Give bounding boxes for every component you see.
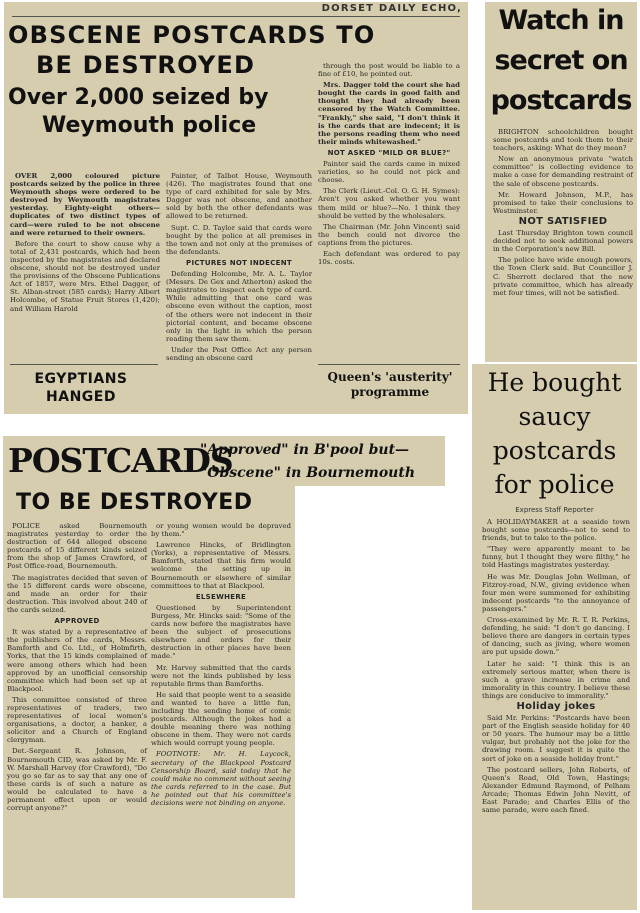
lead-paragraph: OVER 2,000 coloured picture postcards seized by the police in three Weymouth shops were ordered to be destroyed by Weymouth magistrates yesterday. Eighty-eight others—duplicates of two distinct types of card—were ruled to be not obscene and were returned to their owners. [10, 172, 160, 237]
subheading: NOT SATISFIED [518, 215, 608, 227]
headline-line-2: saucy [518, 402, 591, 431]
article-column-1 [7, 522, 147, 894]
masthead: DORSET DAILY ECHO, [321, 3, 462, 14]
deck-approved-blackpool: "Approved" in B'pool but— [200, 442, 410, 458]
paragraph: Questioned by Superintendent Burgess, Mr. Hincks said: "Some of the cards now before the magistrates have been the subject of prosecutions elsewhere and orders for their destruction in other places have been made." [151, 603, 291, 661]
paragraph: The Clerk (Lieut.-Col. O. G. H. Symes): Aren't you asked whether you want them mild or blue?—No. I think they should be vetted by the wholesalers. [318, 187, 460, 220]
headline-line-1: Watch in [498, 5, 624, 36]
paragraph: It was stated by a representative of the publishers of the cards, Messrs. Bamforth and Co. Ltd., of Holmfirth, Yorks, that the 15 kinds complained of were among others which had been approved by an unofficial censorship committee which had been set up at Blackpool. [7, 628, 147, 693]
to-be-destroyed-headline: TO BE DESTROYED [16, 490, 253, 515]
clipping-dorset-echo [4, 2, 468, 414]
paragraph: Last Thursday Brighton town council decided not to seek additional powers in the Corporation's new Bill. [493, 229, 633, 254]
paragraph: Before the court to show cause why a total of 2,431 postcards, which had been inspected by the magistrates and declared obscene, should not be destroyed under the provisions of the Obscene Publications Act of 1857, were Mrs. Ethel Dagger, of St. Alban-street (585 cards); Harry Albert Holcombe, of Statue Fruit Stores (1,420); and William Harold [10, 239, 160, 313]
paragraph: through the post would be liable to a fine of £10, he pointed out. [318, 62, 460, 79]
paragraph: Mr. Howard Johnson, M.P., has promised to take their conclusions to Westminster. [493, 190, 633, 215]
subheading: ELSEWHERE [195, 592, 247, 601]
headline-line-3: postcards [492, 436, 617, 465]
paragraph: The postcard sellers, John Roberts, of Queen's Road, Old Town, Hastings; Alexander Edmund Raymond, of Pelham Arcade; Thomas Edwin John Nevitt, of East Parade; and Charles Ellis of the same parade, were each fined. [482, 765, 630, 815]
masthead-rule [12, 16, 460, 17]
subheading: NOT ASKED "MILD OR BLUE?" [327, 148, 451, 157]
egyptians-hanged-headline: EGYPTIANS HANGED [34, 371, 128, 405]
lead-paragraph: POLICE asked Bournemouth magistrates yesterday to order the destruction of 644 alleged obscene postcards of 15 different kinds seized from the shop of James Crawford, of Post Office-road, Bournemouth. [7, 522, 147, 571]
paragraph: He was Mr. Douglas John Wellman, of Fitzroy-road, N.W., giving evidence when four men were summoned for exhibiting indecent postcards "to the annoyance of passengers." [482, 572, 630, 613]
paragraph: or young women would be depraved by them." [151, 522, 291, 539]
paragraph: Mrs. Dagger told the court she had bought the cards in good faith and thought they had already been censored by the Watch Committee. "Frankly," she said, "I don't think it is the cards that are indecent; it is the persons reading them who need their minds whitewashed." [318, 81, 460, 146]
article-body [493, 128, 633, 360]
clipping-watch-in-secret [485, 2, 637, 362]
headline-line-1: He bought [487, 368, 622, 397]
austerity-programme-headline: Queen's 'austerity' programme [327, 370, 453, 399]
paragraph: Painter, of Talbot House, Weymouth (426). The magistrates found that one type of card exhibited for sale by Mrs. Dagger was not obscene, and another sold by both the other defendants was allowed to be returned. [166, 172, 312, 221]
subheading: APPROVED [54, 617, 100, 626]
paragraph: Each defendant was ordered to pay 10s. costs. [318, 249, 460, 267]
clipping-saucy-postcards [472, 364, 637, 910]
footnote: FOOTNOTE: Mr. H. Laycock, secretary of the Blackpool Postcard Censorship Board, said today that he could make no comment without seeing the cards referred to in the case. But he pointed out that his committee's decisions were not binding on anyone. [151, 750, 291, 807]
paragraph: Mr. Harvey submitted that the cards were not the kinds published by less reputable firms than Bamforths. [151, 663, 291, 688]
subhead-line-2: Weymouth police [42, 113, 257, 138]
postcards-headline: POSTCARDS [8, 441, 233, 480]
byline: Express Staff Reporter [515, 506, 594, 514]
headline-line-3: postcards [490, 85, 632, 116]
paragraph: Supt. C. D. Taylor said that cards were bought by the police at all premises in the town and not only at the premises of the defendants. [166, 223, 312, 256]
subhead-line-1: Over 2,000 seized by [8, 85, 269, 110]
subheading: PICTURES NOT INDECENT [186, 258, 292, 267]
paragraph: Cross-examined by Mr. R. T. R. Perkins, defending, he said: "I don't go dancing. I believe there are dangers in certain types of dancing, such as jiving, where women are put upside down." [482, 616, 630, 657]
paragraph: He said that people went to a seaside and wanted to have a little fun, including the sending home of comic postcards. Although the jokes had a double meaning there was nothing obscene in them. They were not cards which would corrupt young people. [151, 690, 291, 748]
headline-line-1: OBSCENE POSTCARDS TO [8, 21, 376, 49]
headline-line-2: BE DESTROYED [36, 51, 256, 79]
paragraph: Said Mr. Perkins: "Postcards have been part of the English seaside holiday for 40 or 50 years. The humour may be a little vulgar, but probably not the joke for the drawing room. I suggest it is quite the sort of joke on a seaside holiday front." [482, 714, 630, 763]
paragraph: Lawrence Hincks, of Bridlington (Yorks), a representative of Messrs. Bamforth, stated that his firm would welcome the setting up in Bournemouth or elsewhere of similar committees to that at Blackpool. [151, 541, 291, 590]
paragraph: Defending Holcombe, Mr. A. L. Taylor (Messrs. De Gex and Atherton) asked the magistrates to inspect each type of card. While admitting that one card was obscene even without the caption, most of the others were not indecent in their pictorial content, and became obscene only in the light in which the person reading them saw them. [166, 270, 312, 343]
paragraph: This committee consisted of three representatives of traders, two representatives of local women's organisations, a doctor, a banker, a solicitor and a Church of England clergyman. [7, 695, 147, 745]
lead-paragraph: BRIGHTON schoolchildren bought some postcards and took them to their teachers, asking: What do they mean? [493, 128, 633, 153]
article-body [482, 518, 630, 906]
subheading: Holiday jokes [516, 700, 596, 712]
article-column-2 [166, 172, 312, 412]
article-column-1 [10, 172, 160, 362]
headline-line-2: secret on [494, 45, 628, 76]
paragraph: Later he said: "I think this is an extremely serious matter, when there is such a grave increase in crime and immorality in this country. I believe these things are conducive to immorality." [482, 659, 630, 700]
paragraph: The police have wide enough powers, the Town Clerk said. But Councillor J. C. Sherrott declared that the new private committee, which has already met four times, will not be satisfied. [493, 256, 633, 297]
paragraph: The magistrates decided that seven of the 15 different cards were obscene, and made an order for their destruction. This involved about 240 of the cards seized. [7, 573, 147, 614]
article-column-3 [318, 62, 460, 362]
paragraph: The Chairman (Mr. John Vincent) said the bench could not divorce the captions from the pictures. [318, 222, 460, 247]
article-column-2 [151, 522, 291, 894]
paragraph: "They were apparently meant to be funny, but I thought they were filthy," he told Hastings magistrates yesterday. [482, 545, 630, 570]
lead-paragraph: A HOLIDAYMAKER at a seaside town bought some postcards—not to send to friends, but to take to the police. [482, 518, 630, 543]
paragraph: Det.-Sergeant R. Johnson, of Bournemouth CID, was asked by Mr. F. W. Marshall Harvey (for Crawford), "Do you go so far as to say that any one of these cards is of such a nature as would be calculated to have a permanent effect upon or would corrupt anyone?" [7, 747, 147, 813]
paragraph: Now an anonymous private "watch committee" is collecting evidence to make a case for demanding restraint of the sale of obscene postcards. [493, 155, 633, 188]
headline-line-4: for police [494, 470, 615, 499]
paragraph: Under the Post Office Act any person sending an obscene card [166, 345, 312, 362]
deck-obscene-bournemouth: "Obscene" in Bournemouth [200, 465, 416, 481]
paragraph: Painter said the cards came in mixed varieties, so he could not pick and choose. [318, 160, 460, 185]
